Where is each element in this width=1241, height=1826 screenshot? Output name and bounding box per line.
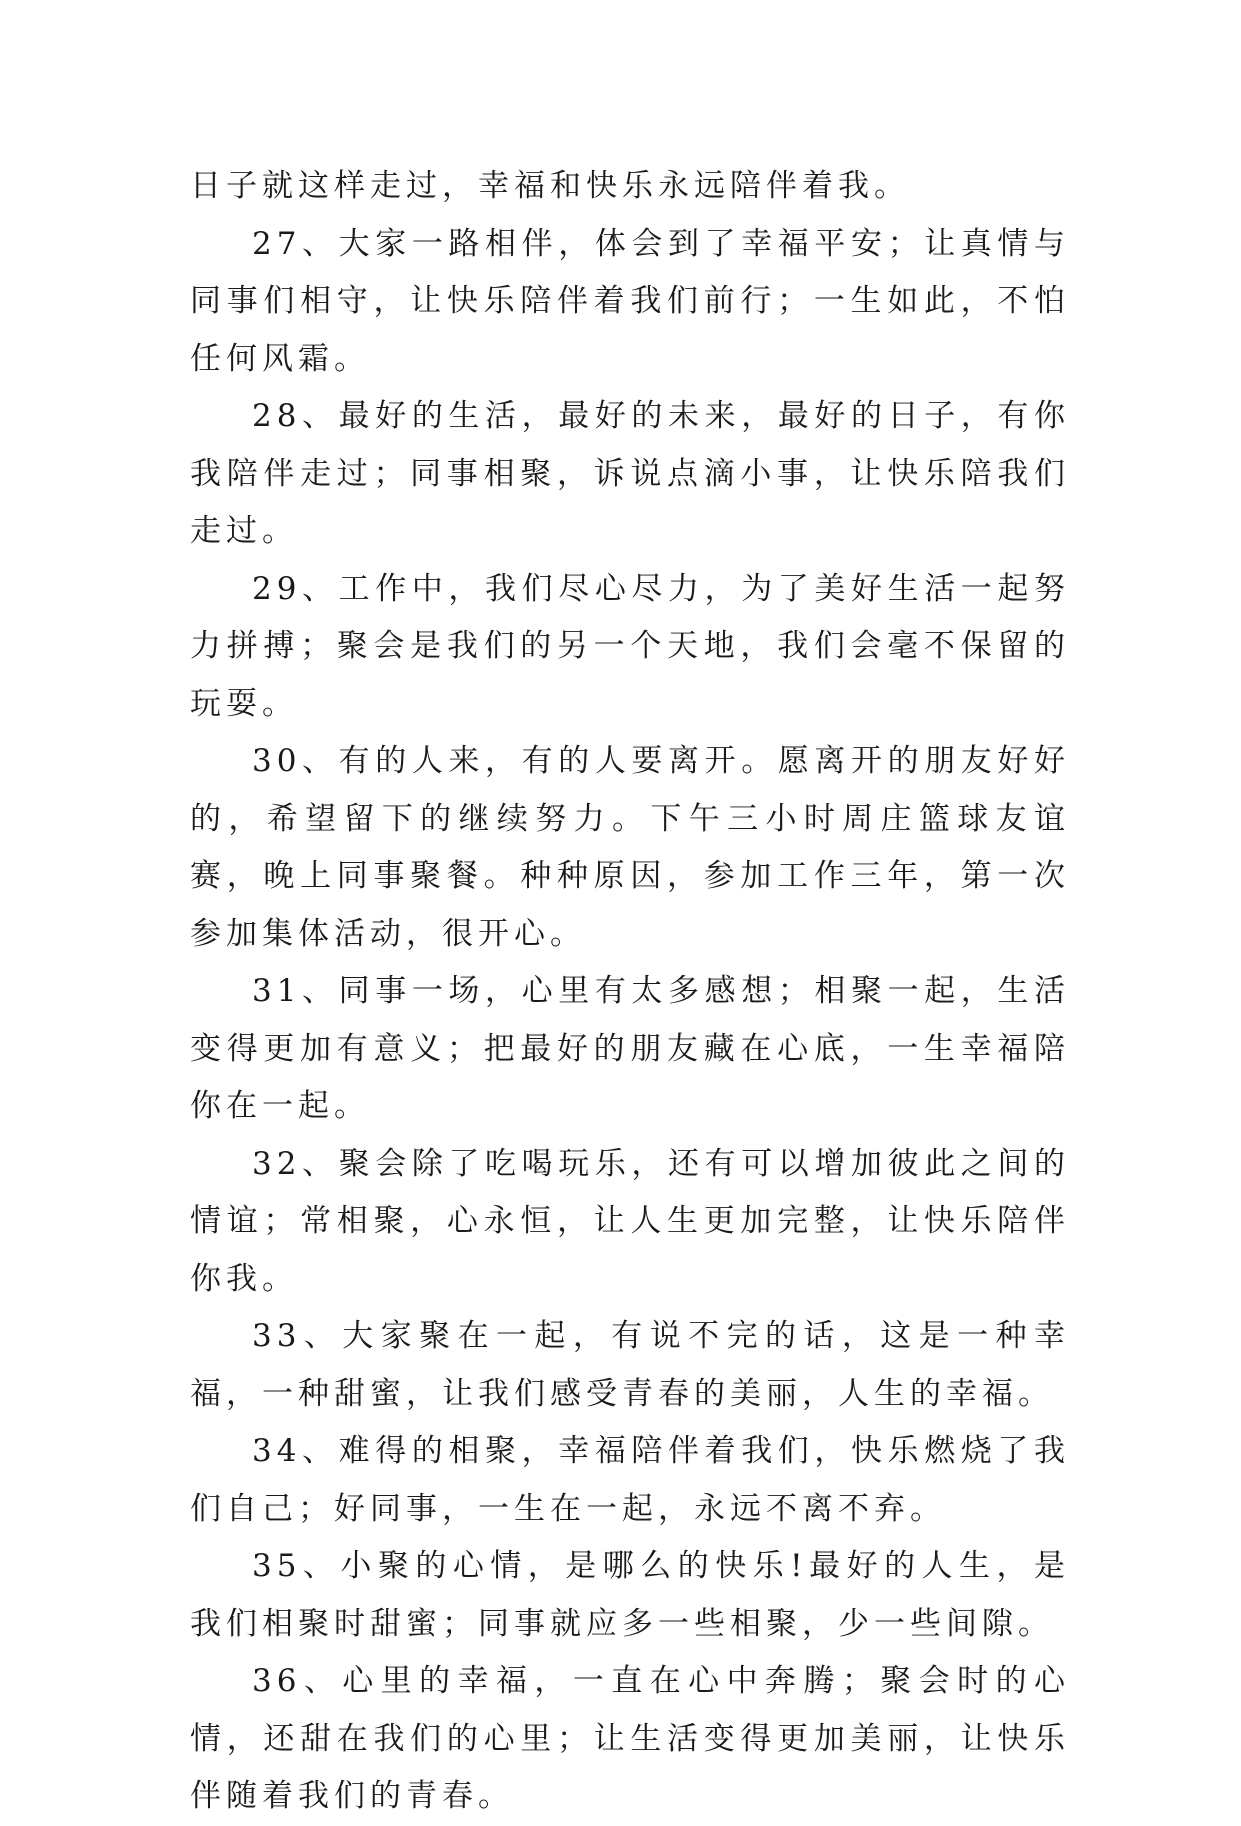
paragraph-28: 28、最好的生活，最好的未来，最好的日子，有你我陪伴走过；同事相聚，诉说点滴小事，让快乐陪我们走过。: [190, 398, 1070, 549]
paragraph-30: 30、有的人来，有的人要离开。愿离开的朋友好好的，希望留下的继续努力。下午三小时周庄篮球友谊赛，晚上同事聚餐。种种原因，参加工作三年，第一次参加集体活动，很开心。: [190, 743, 1070, 952]
paragraph-36: 36、心里的幸福，一直在心中奔腾；聚会时的心情，还甜在我们的心里；让生活变得更加美丽，让快乐伴随着我们的青春。: [190, 1663, 1070, 1814]
paragraph-35: 35、小聚的心情，是哪么的快乐!最好的人生，是我们相聚时甜蜜；同事就应多一些相聚，少一些间隙。: [190, 1548, 1070, 1642]
paragraph-32: 32、聚会除了吃喝玩乐，还有可以增加彼此之间的情谊；常相聚，心永恒，让人生更加完整，让快乐陪伴你我。: [190, 1145, 1070, 1297]
paragraph-27: 27、大家一路相伴，体会到了幸福平安；让真情与同事们相守，让快乐陪伴着我们前行；一生如此，不怕任何风霜。: [190, 225, 1070, 377]
paragraph-34: 34、难得的相聚，幸福陪伴着我们，快乐燃烧了我们自己；好同事，一生在一起，永远不离不弃。: [190, 1433, 1070, 1527]
paragraph-33: 33、大家聚在一起，有说不完的话，这是一种幸福，一种甜蜜，让我们感受青春的美丽，人生的幸福。: [190, 1318, 1070, 1412]
paragraph-29: 29、工作中，我们尽心尽力，为了美好生活一起努力拼搏；聚会是我们的另一个天地，我们会毫不保留的玩耍。: [190, 570, 1070, 722]
document-body: [190, 158, 1070, 1826]
paragraph-31: 31、同事一场，心里有太多感想；相聚一起，生活变得更加有意义；把最好的朋友藏在心底，一生幸福陪你在一起。: [190, 973, 1070, 1124]
paragraph-continuation: 日子就这样走过，幸福和快乐永远陪伴着我。: [190, 168, 910, 204]
